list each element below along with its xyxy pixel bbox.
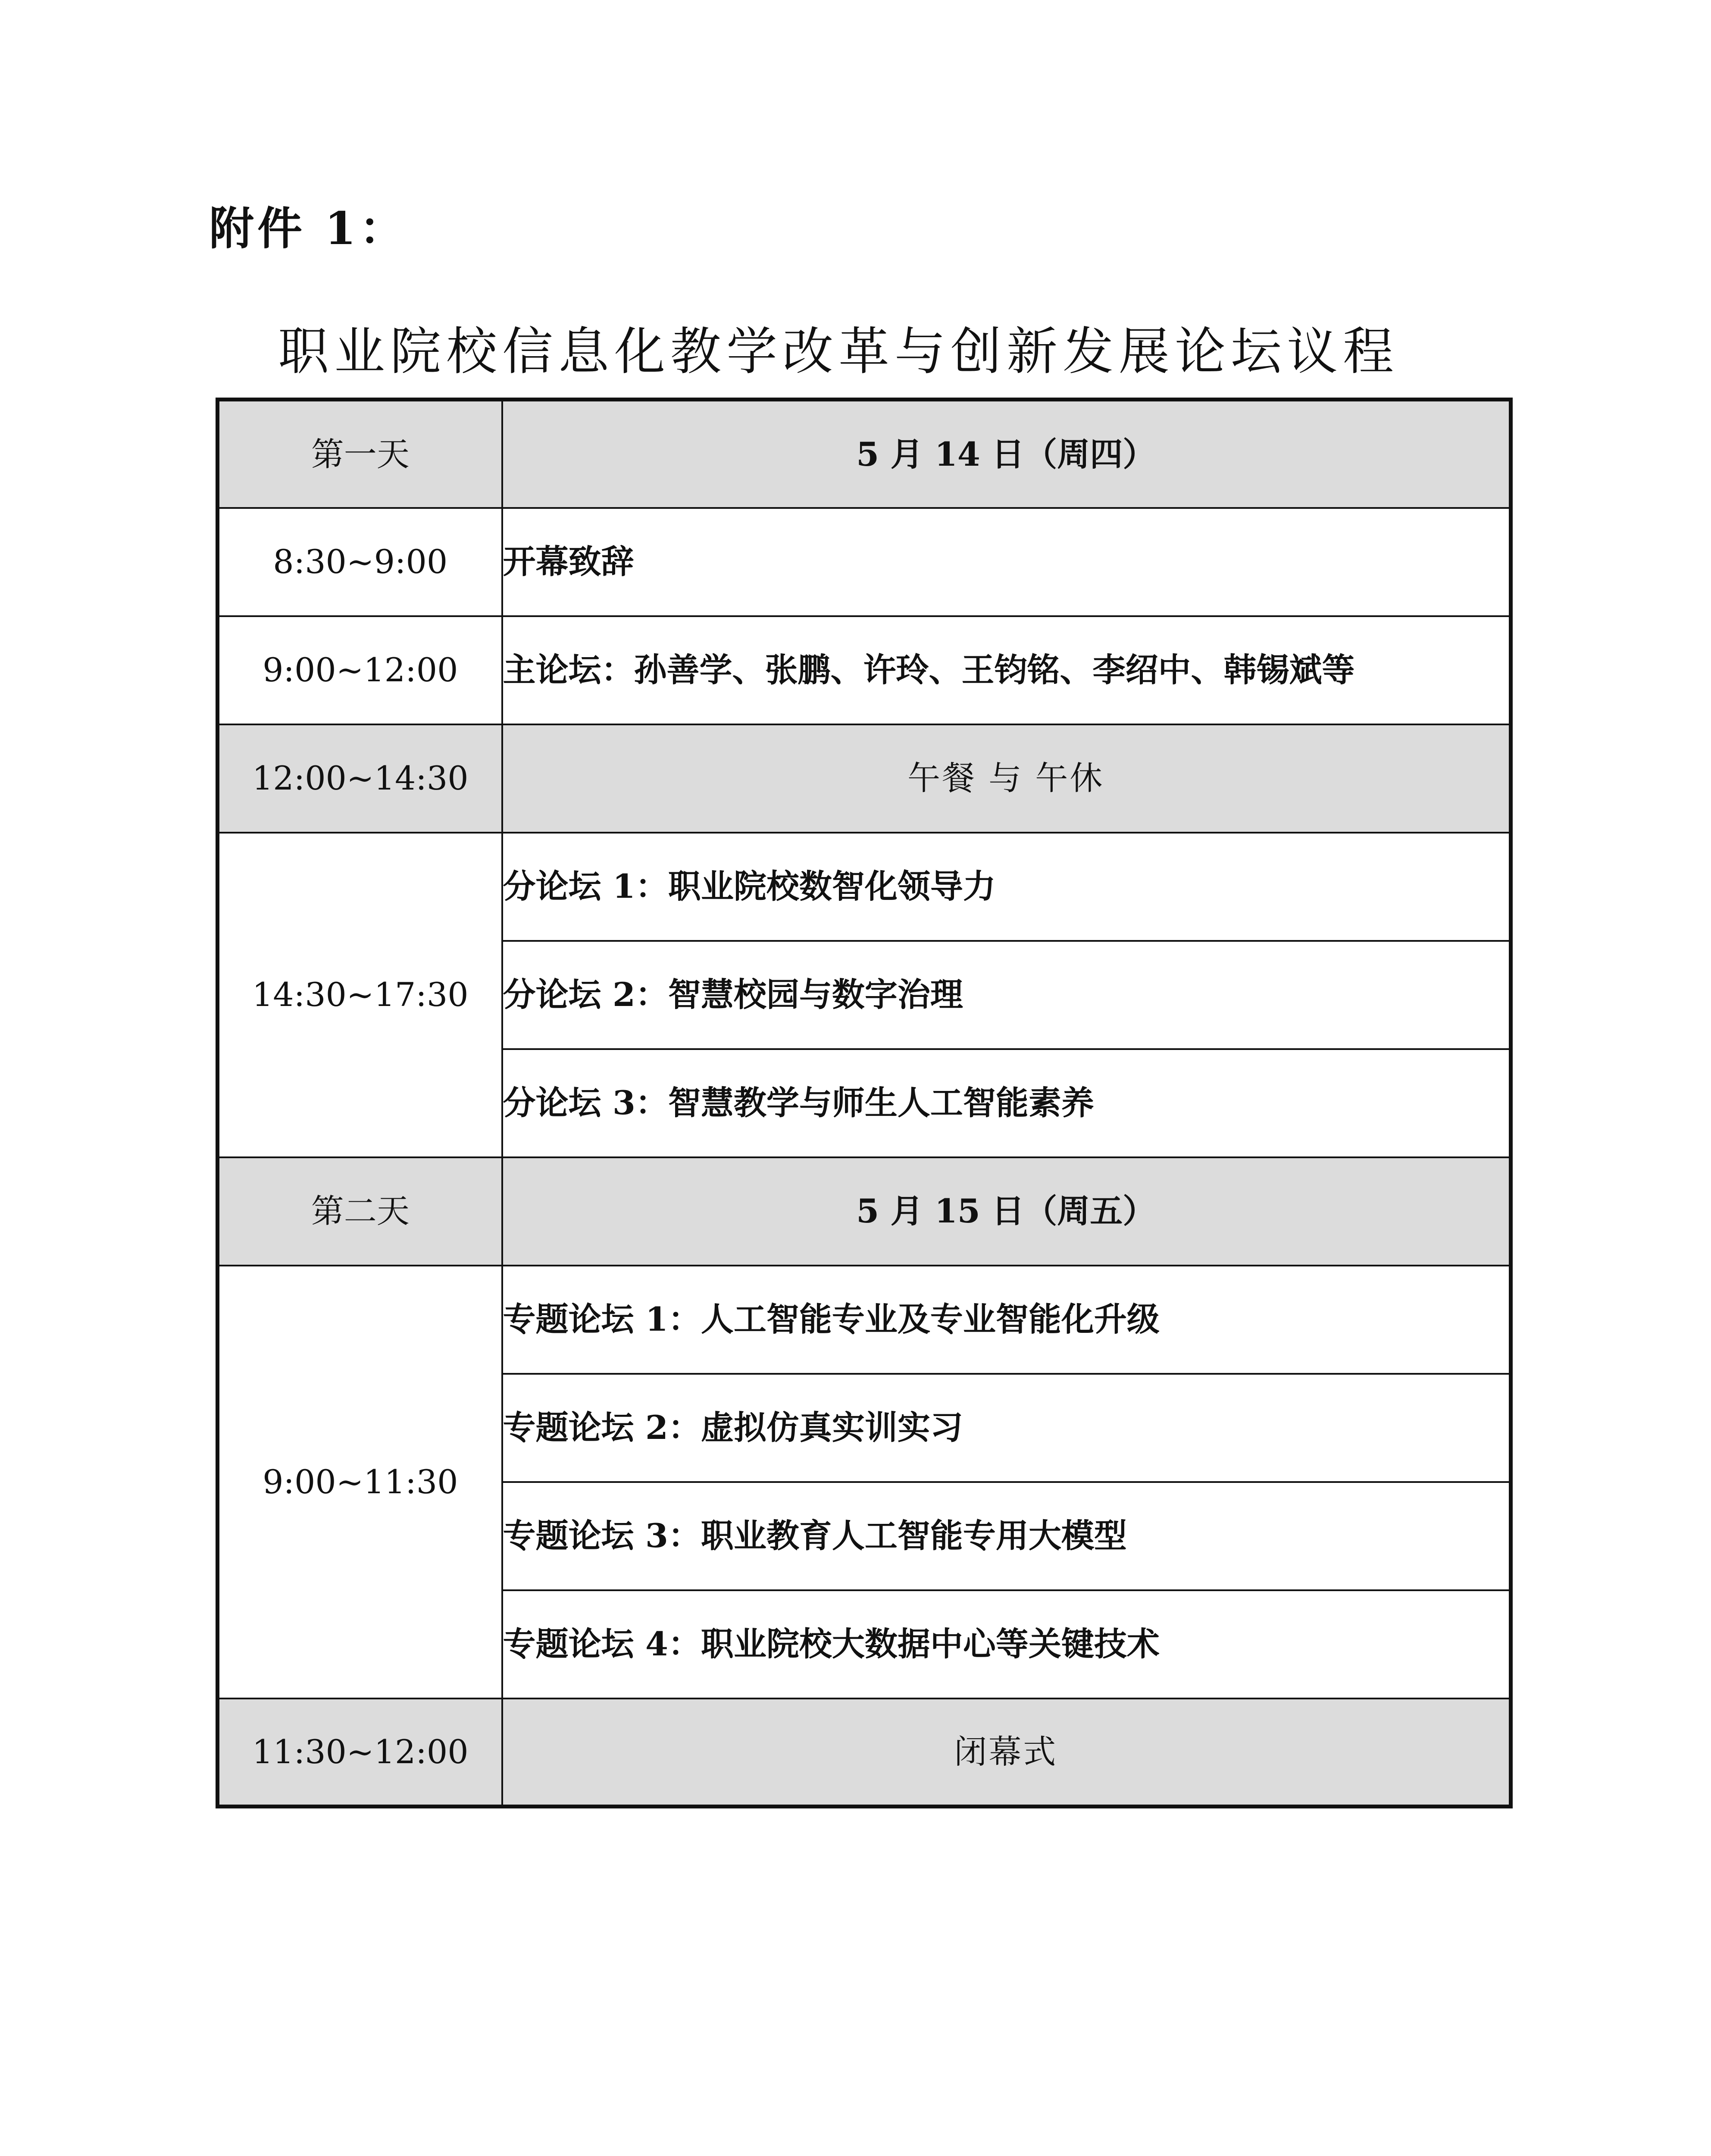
topic-forum-3: 专题论坛 3：职业教育人工智能专用大模型: [502, 1482, 1511, 1590]
agenda-item: 主论坛：孙善学、张鹏、许玲、王钧铭、李绍中、韩锡斌等: [502, 616, 1511, 724]
attachment-label: 附件 1：: [209, 202, 408, 255]
sub-forum-3: 分论坛 3：智慧教学与师生人工智能素养: [502, 1049, 1511, 1157]
time-cell: 9:00~12:00: [218, 616, 502, 724]
sub-forum-2: 分论坛 2：智慧校园与数字治理: [502, 941, 1511, 1049]
page-title: 职业院校信息化教学改革与创新发展论坛议程: [278, 322, 1399, 381]
table-row: [218, 1266, 1511, 1374]
sub-forum-1: 分论坛 1：职业院校数智化领导力: [502, 833, 1511, 941]
day1-header-row: [218, 400, 1511, 508]
day2-label: 第二天: [218, 1157, 502, 1266]
time-cell: 14:30~17:30: [218, 833, 502, 1157]
time-cell: 9:00~11:30: [218, 1266, 502, 1698]
table-row: [218, 833, 1511, 941]
time-cell: 12:00~14:30: [218, 724, 502, 833]
day2-date: 5 月 15 日（周五）: [502, 1157, 1511, 1266]
lunch-break: 午餐 与 午休: [502, 724, 1511, 833]
time-cell: 11:30~12:00: [218, 1698, 502, 1807]
topic-forum-2: 专题论坛 2：虚拟仿真实训实习: [502, 1374, 1511, 1482]
table-row: [218, 508, 1511, 616]
topic-forum-4: 专题论坛 4：职业院校大数据中心等关键技术: [502, 1590, 1511, 1698]
lunch-row: [218, 724, 1511, 833]
closing-row: [218, 1698, 1511, 1807]
agenda-table: [216, 398, 1513, 1808]
topic-forum-1: 专题论坛 1：人工智能专业及专业智能化升级: [502, 1266, 1511, 1374]
agenda-item: 开幕致辞: [502, 508, 1511, 616]
table-row: [218, 616, 1511, 724]
closing-ceremony: 闭幕式: [502, 1698, 1511, 1807]
day1-label: 第一天: [218, 400, 502, 508]
time-cell: 8:30~9:00: [218, 508, 502, 616]
day2-header-row: [218, 1157, 1511, 1266]
day1-date: 5 月 14 日（周四）: [502, 400, 1511, 508]
